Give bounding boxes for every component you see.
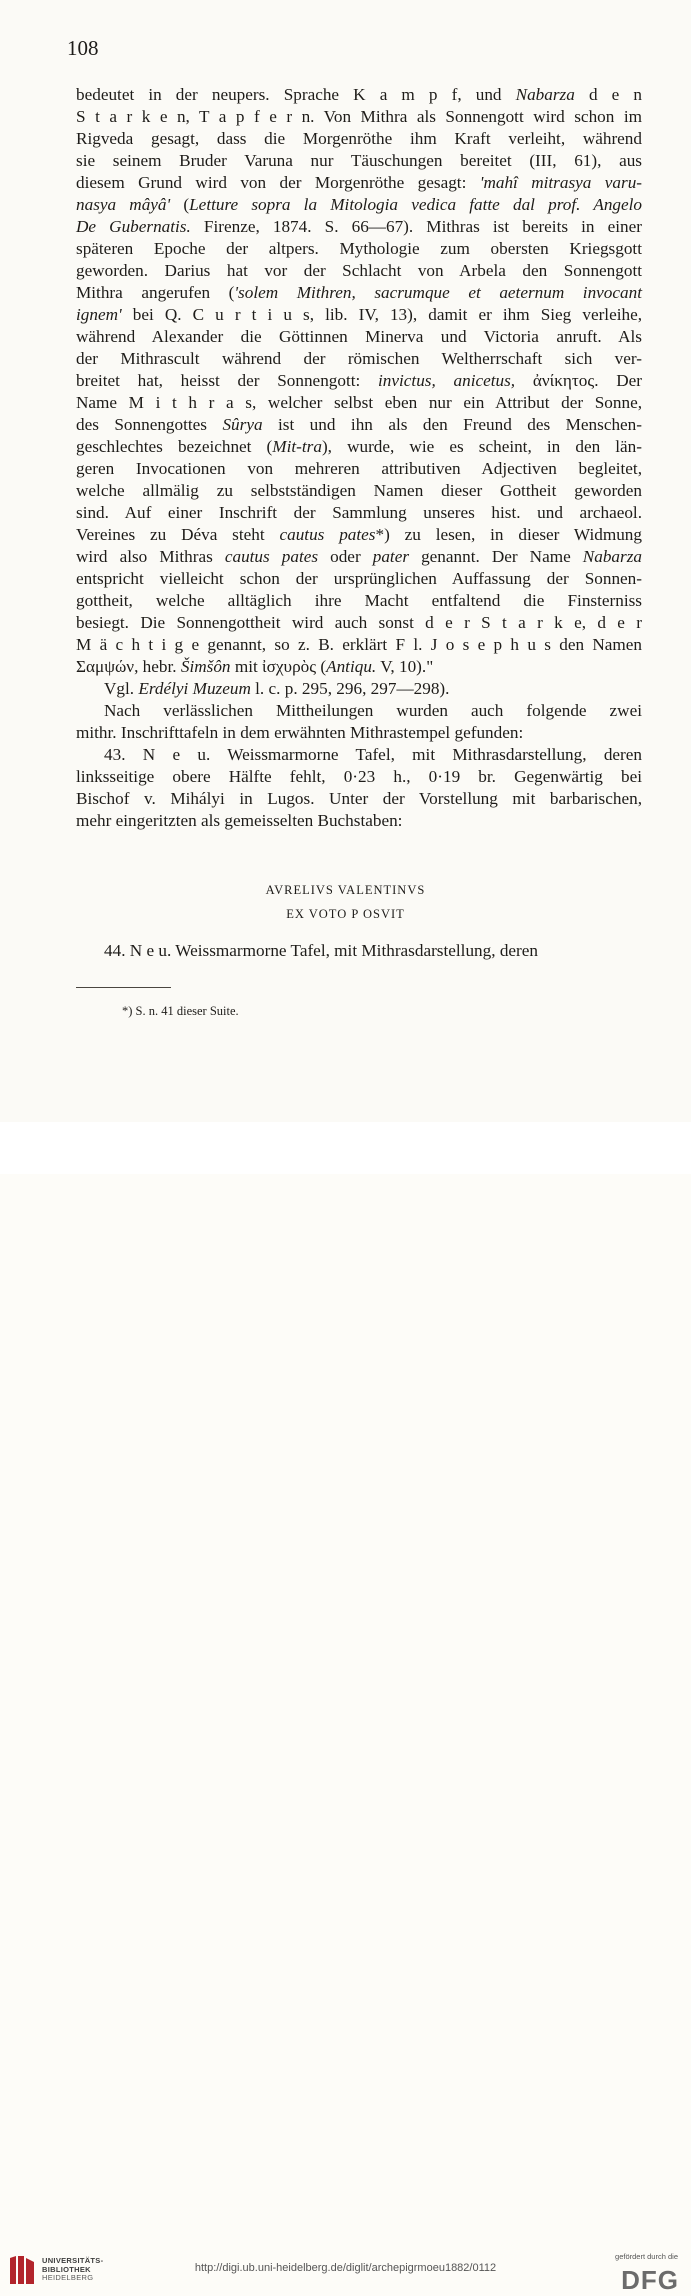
text-line: breitet hat, heisst der Sonnengott: invictus, anicetus, ἀνίκητος. Der [76, 371, 642, 390]
library-name: UNIVERSITÄTS- BIBLIOTHEK HEIDELBERG [42, 2256, 104, 2282]
text-line: ignem' bei Q. C u r t i u s, lib. IV, 13), damit er ihm Sieg verleihe, [76, 305, 642, 324]
scanned-page [0, 0, 691, 1122]
text-line: des Sonnengottes Sûrya ist und ihn als den Freund des Menschen- [76, 415, 643, 434]
footer-bar [0, 1122, 691, 2295]
text-line: besiegt. Die Sonnengottheit wird auch sonst d e r S t a r k e, d e r [76, 613, 642, 632]
inscription-line-2: EX VOTO P OSVIT [286, 907, 405, 921]
source-url-link[interactable]: http://digi.ub.uni-heidelberg.de/diglit/archepigrmoeu1882/0112 [194, 2262, 497, 2274]
text-line: geren Invocationen von mehreren attributiven Adjectiven begleitet, [76, 459, 642, 478]
text-line: S t a r k e n, T a p f e r n. Von Mithra als Sonnengott wird schon im [76, 107, 642, 126]
text-line: Bischof v. Mihályi in Lugos. Unter der Vorstellung mit barbarischen, [76, 789, 642, 808]
page-number: 108 [67, 36, 99, 60]
text-line: geschlechtes bezeichnet (Mit-tra), wurde, wie es scheint, in den län- [76, 437, 642, 456]
text-line: während Alexander die Göttinnen Minerva und Victoria anruft. Als [76, 327, 642, 346]
text-line: mehr eingeritzten als gemeisselten Buchstaben: [76, 811, 403, 830]
text-line: Vereines zu Déva steht cautus pates*) zu lesen, in dieser Widmung [76, 525, 642, 544]
text-line: sie seinem Bruder Varuna nur Täuschungen bereitet (III, 61), aus [76, 151, 642, 170]
inscription-line-1: AVRELIVS VALENTINVS [265, 883, 426, 897]
text-line: 43. N e u. Weissmarmorne Tafel, mit Mithrasdarstellung, deren [104, 745, 642, 764]
text-line: geworden. Darius hat vor der Schlacht von Arbela den Sonnengott [76, 261, 642, 280]
text-line: wird also Mithras cautus pates oder pater genannt. Der Name Nabarza [76, 547, 642, 566]
text-line: Mithra angerufen ('solem Mithren, sacrumque et aeternum invocant [76, 283, 642, 302]
text-line: sind. Auf einer Inschrift der Sammlung unseres hist. und archaeol. [76, 503, 642, 522]
text-line: Vgl. Erdélyi Muzeum l. c. p. 295, 296, 297—298). [104, 679, 450, 698]
paragraph-44: 44. N e u. Weissmarmorne Tafel, mit Mithrasdarstellung, deren [104, 941, 538, 960]
text-line: Σαμψών, hebr. Šimšôn mit ἰσχυρὸς (Antiqu. V, 10)." [76, 657, 434, 676]
text-line: Name M i t h r a s, welcher selbst eben nur ein Attribut der Sonne, [76, 393, 642, 412]
text-line: der Mithrascult während der römischen Weltherrschaft sich ver- [76, 349, 642, 368]
text-line: nasya mâyâ' (Letture sopra la Mitologia vedica fatte dal prof. Angelo [76, 195, 642, 214]
dfg-logo: DFG [621, 2265, 679, 2295]
text-line: De Gubernatis. Firenze, 1874. S. 66—67). Mithras ist bereits in einer [76, 217, 642, 236]
text-line: entspricht vielleicht schon der ursprünglichen Auffassung der Sonnen- [76, 569, 642, 588]
body-text [76, 84, 642, 832]
text-line: welche allmälig zu selbstständigen Namen dieser Gottheit geworden [76, 481, 642, 500]
text-line: Nach verlässlichen Mittheilungen wurden auch folgende zwei [104, 701, 642, 720]
footnote-rule [76, 987, 171, 988]
text-line: mithr. Inschrifttafeln in dem erwähnten Mithrastempel gefunden: [76, 723, 524, 742]
text-line: diesem Grund wird von der Morgenröthe gesagt: 'mahî mitrasya varu- [76, 173, 643, 192]
text-line: gottheit, welche alltäglich ihre Macht entfaltend die Finsterniss [76, 591, 642, 610]
text-line: linksseitige obere Hälfte fehlt, 0·23 h., 0·19 br. Gegenwärtig bei [76, 767, 642, 786]
funding-note: gefördert durch die [615, 2252, 678, 2261]
text-line: Rigveda gesagt, dass die Morgenröthe ihm Kraft verleiht, während [76, 129, 642, 148]
text-line: M ä c h t i g e genannt, so z. B. erklärt F l. J o s e p h u s den Namen [76, 635, 642, 654]
footnote: *) S. n. 41 dieser Suite. [122, 1004, 239, 1018]
text-line: bedeutet in der neupers. Sprache K a m p f, und Nabarza d e n [76, 85, 642, 104]
text-line: späteren Epoche der altpers. Mythologie zum obersten Kriegsgott [76, 239, 642, 258]
